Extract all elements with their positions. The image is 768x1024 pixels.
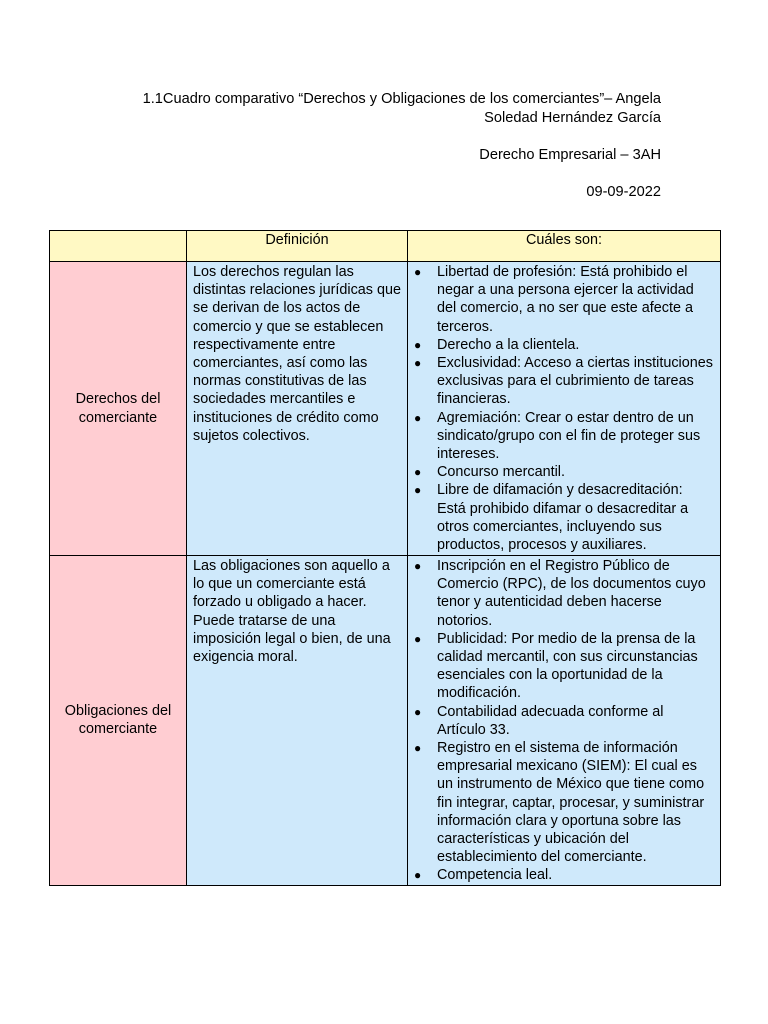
list-obligaciones — [408, 556, 721, 886]
table-header-row — [50, 231, 721, 262]
bullet-icon: ● — [414, 868, 422, 883]
definition-obligaciones: Las obligaciones son aquello a lo que un comerciante está forzado u obligado a hacer. Puede tratarse de una imposición legal o bien, de una exigencia moral. — [187, 556, 408, 886]
row-label-obligaciones: Obligaciones del comerciante — [50, 556, 187, 886]
bullet-icon: ● — [414, 741, 422, 756]
list-item: ● Publicidad: Por medio de la prensa de la calidad mercantil, con sus circunstancias esenciales con la oportunidad de la modificación. — [414, 630, 698, 702]
row-label-derechos: Derechos del comerciante — [50, 262, 187, 556]
bullet-icon: ● — [414, 465, 422, 480]
list-item: ● Registro en el sistema de información empresarial mexicano (SIEM): El cual es un instrumento de México que tiene como fin integrar, captar, procesar, y suministrar información clara y oportuna sobre las características y ubicación del establecimiento del comerciante. — [414, 740, 705, 866]
bullet-icon: ● — [414, 410, 422, 425]
list-derechos — [408, 262, 721, 556]
list-item: ● Agremiación: Crear o estar dentro de un sindicato/grupo con el fin de proteger sus intereses. — [414, 409, 701, 463]
list-item: ● Concurso mercantil. — [414, 464, 565, 481]
list-item: ● Inscripción en el Registro Público de Comercio (RPC), de los documentos cuyo tenor y autenticidad deben hacerse notorios. — [414, 558, 706, 629]
bullet-icon: ● — [414, 265, 422, 279]
table-row-derechos — [50, 262, 721, 556]
list-item: ● Contabilidad adecuada conforme al Artículo 33. — [414, 703, 664, 738]
bullet-icon: ● — [414, 483, 422, 498]
header-cell-empty — [50, 231, 187, 262]
course-name: Derecho Empresarial – 3AH — [479, 147, 661, 163]
bullet-icon: ● — [414, 337, 422, 352]
bullet-icon: ● — [414, 704, 422, 719]
comparison-table — [49, 230, 721, 886]
list-item: ● Competencia leal. — [414, 867, 553, 884]
list-item: ● Derecho a la clientela. — [414, 336, 580, 353]
definition-derechos: Los derechos regulan las distintas relaciones jurídicas que se derivan de los actos de comercio y que se establecen respectivamente entre comerciantes, así como las normas constitutivas de las sociedades mercantiles e instituciones de crédito como sujetos colectivos. — [187, 262, 408, 556]
document-header — [108, 90, 661, 202]
document-title-line-1: 1.1Cuadro comparativo “Derechos y Obligaciones de los comerciantes”– Angela — [142, 91, 661, 107]
bullet-icon: ● — [414, 356, 422, 371]
header-cell-cuales-son: Cuáles son: — [408, 231, 721, 262]
list-item: ● Libertad de profesión: Está prohibido el negar a una persona ejercer la actividad del comercio, a no ser que este afecte a terceros. — [414, 264, 694, 335]
document-date: 09-09-2022 — [586, 184, 661, 200]
list-item: ● Exclusividad: Acceso a ciertas instituciones exclusivas para el cubrimiento de tareas financieras. — [414, 355, 713, 408]
bullet-icon: ● — [414, 631, 422, 646]
document-title-line-2: Soledad Hernández García — [484, 110, 661, 126]
bullet-icon: ● — [414, 559, 422, 573]
header-cell-definicion: Definición — [187, 231, 408, 262]
list-item: ● Libre de difamación y desacreditación: Está prohibido difamar o desacreditar a otros comerciantes, incluyendo sus productos, procesos y auxiliares. — [414, 482, 689, 554]
table-row-obligaciones — [50, 556, 721, 886]
